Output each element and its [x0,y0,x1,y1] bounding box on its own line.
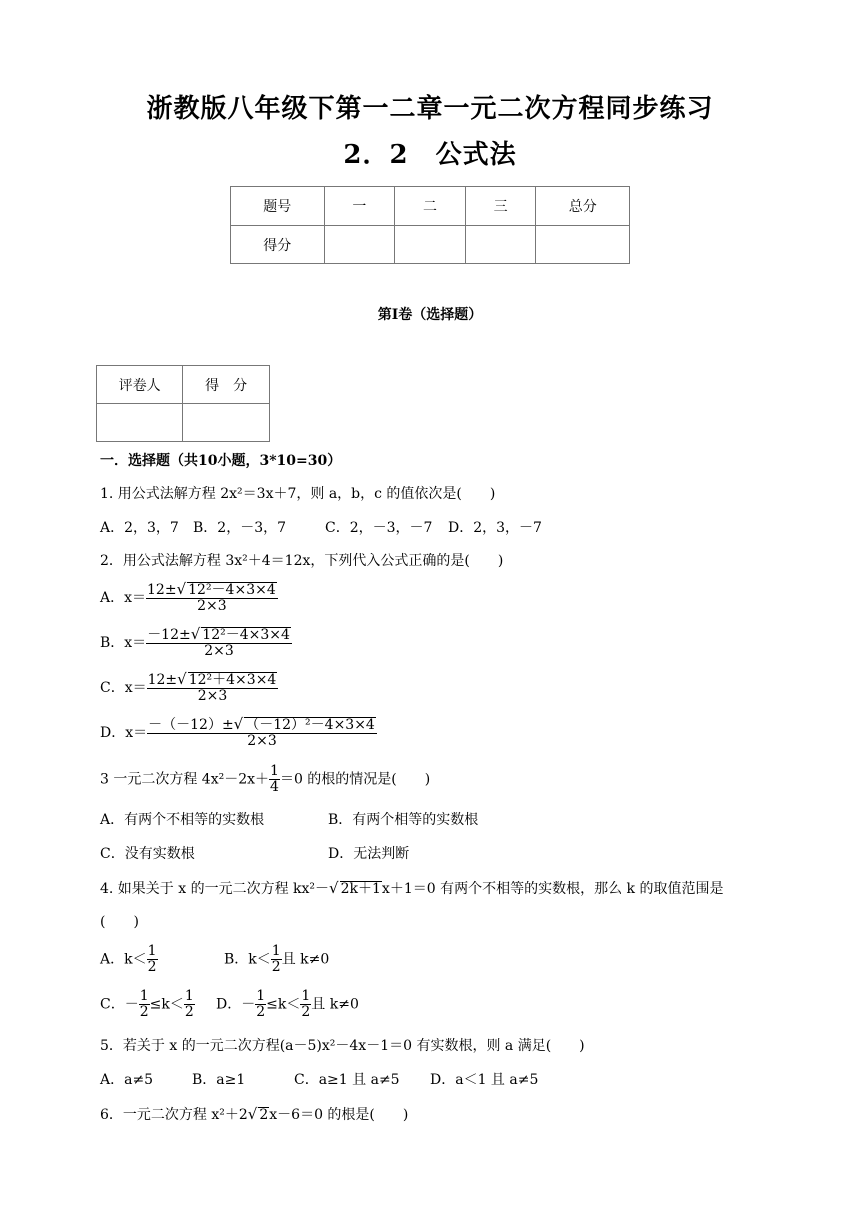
grader-cell[interactable] [183,404,270,442]
score-table-header: 一 [324,187,395,226]
fraction [300,989,311,1020]
option-label: C．－ [100,996,139,1013]
option-c[interactable]: C．a≥1 且 a≠5 [294,1072,400,1088]
denominator: 2×3 [197,598,227,614]
fraction [147,672,279,704]
denominator: 2×3 [204,643,234,659]
score-cell[interactable] [395,226,466,264]
score-table-header: 三 [465,187,536,226]
radicand: 2k＋1 [340,881,381,897]
question-2-option-b[interactable] [100,627,292,659]
grader-table [96,365,270,442]
denominator: 2 [301,1004,311,1020]
radicand: 2 [259,1107,269,1123]
denominator: 2 [139,1004,149,1020]
stem-text: x＋1＝0 有两个不相等的实数根，那么 k 的取值范围是 [381,881,724,897]
numerator: 1 [271,943,281,959]
question-5-stem: 5．若关于 x 的一元二次方程(a－5)x²－4x－1＝0 有实数根，则 a 满足( ) [100,1038,585,1054]
option-b[interactable]: B．有两个相等的实数根 [328,812,479,828]
option-label: A．x＝ [100,590,147,606]
fraction [184,989,195,1020]
stem-text: ＝0 的根的情况是( ) [279,771,431,788]
option-d[interactable]: D．a＜1 且 a≠5 [430,1072,539,1088]
option-label: A．k＜ [100,951,147,968]
option-c[interactable]: C．2，－3，－7 [325,520,433,536]
section-title: 一．选择题（共10小题，3*10=30） [100,453,342,469]
fraction [146,627,292,659]
radicand: （－12）²－4×3×4 [245,717,375,733]
fraction [269,764,280,795]
score-cell[interactable] [465,226,536,264]
radicand: 12²－4×3×4 [188,582,276,598]
option-b[interactable]: B．2，－3，7 [193,520,287,536]
denominator: 2×3 [247,733,277,749]
stem-text: 3 一元二次方程 4x²－2x＋ [100,771,270,788]
numerator: 1 [147,943,157,959]
fraction [139,989,150,1020]
numerator-prefix: 12± [147,582,177,598]
question-4-option-c[interactable] [100,989,195,1020]
stem-text: 4. 如果关于 x 的一元二次方程 kx²－ [100,881,330,897]
question-1-stem: 1. 用公式法解方程 2x²＝3x＋7，则 a，b，c 的值依次是( ) [100,486,496,502]
option-d[interactable]: D．无法判断 [328,846,410,862]
denominator: 2×3 [197,688,228,704]
question-4-option-b[interactable] [224,944,329,975]
option-label: D．x＝ [100,725,148,741]
denominator: 2 [147,959,157,975]
option-label: C．x＝ [100,680,147,696]
option-text: 且 k≠0 [281,951,330,968]
option-b[interactable]: B．a≥1 [192,1072,246,1088]
question-2-option-c[interactable] [100,672,278,704]
fraction [271,944,282,975]
option-a[interactable]: A．a≠5 [100,1072,154,1088]
document-subtitle: 2．2 公式法 [343,140,517,170]
score-cell[interactable] [536,226,630,264]
sqrt-icon: √ [329,879,339,897]
sqrt-icon: √ [176,580,187,598]
denominator: 2 [184,1004,194,1020]
numerator-prefix: 12± [147,672,178,688]
stem-text: 6．一元二次方程 x²＋2 [100,1107,248,1123]
option-label: D．－ [216,996,256,1013]
option-a[interactable]: A．有两个不相等的实数根 [100,812,265,828]
document-title: 浙教版八年级下第一二章一元二次方程同步练习 [146,94,714,124]
option-d[interactable]: D．2，3，－7 [448,520,542,536]
question-4-paren: ( ) [100,914,139,930]
numerator: 1 [270,763,279,779]
denominator: 2 [271,959,281,975]
stem-text: x－6＝0 的根是( ) [269,1107,409,1123]
option-text: ≤k＜ [266,996,301,1013]
sqrt-icon: √ [190,625,201,643]
numerator: 1 [184,988,194,1004]
numerator-prefix: －（－12）± [148,717,234,733]
numerator: 1 [301,988,311,1004]
question-2-option-d[interactable] [100,717,377,749]
denominator: 2 [256,1004,266,1020]
option-label: B．k＜ [224,951,271,968]
fraction [147,717,377,749]
score-table-header: 总分 [536,187,630,226]
score-table-header: 二 [395,187,466,226]
numerator: 1 [139,988,149,1004]
question-4-option-d[interactable] [216,989,359,1020]
sqrt-icon: √ [177,670,187,688]
question-3-stem [100,764,430,795]
numerator: 1 [256,988,266,1004]
question-2-option-a[interactable] [100,582,278,614]
score-table [230,186,630,264]
question-4-option-a[interactable] [100,944,158,975]
radicand: 12²－4×3×4 [202,627,290,643]
fraction [255,989,266,1020]
numerator-prefix: －12± [147,627,191,643]
grader-score-label: 得 分 [183,366,270,404]
question-2-stem: 2．用公式法解方程 3x²＋4＝12x，下列代入公式正确的是( ) [100,553,504,569]
option-text: ≤k＜ [149,996,184,1013]
question-4-stem [100,878,723,899]
question-6-stem [100,1104,408,1125]
score-cell[interactable] [324,226,395,264]
score-table-row-label: 得分 [231,226,325,264]
grader-cell[interactable] [97,404,183,442]
option-label: B．x＝ [100,635,147,651]
grader-label: 评卷人 [97,366,183,404]
option-c[interactable]: C．没有实数根 [100,846,195,862]
fraction [146,582,278,614]
volume-title: 第Ⅰ卷（选择题） [377,307,483,323]
sqrt-icon: √ [233,715,244,733]
denominator: 4 [270,779,279,795]
sqrt-icon: √ [247,1105,258,1123]
fraction [147,944,158,975]
score-table-header: 题号 [231,187,325,226]
radicand: 12²＋4×3×4 [188,672,277,688]
option-text: 且 k≠0 [311,996,359,1013]
option-a[interactable]: A．2，3，7 [100,520,179,536]
